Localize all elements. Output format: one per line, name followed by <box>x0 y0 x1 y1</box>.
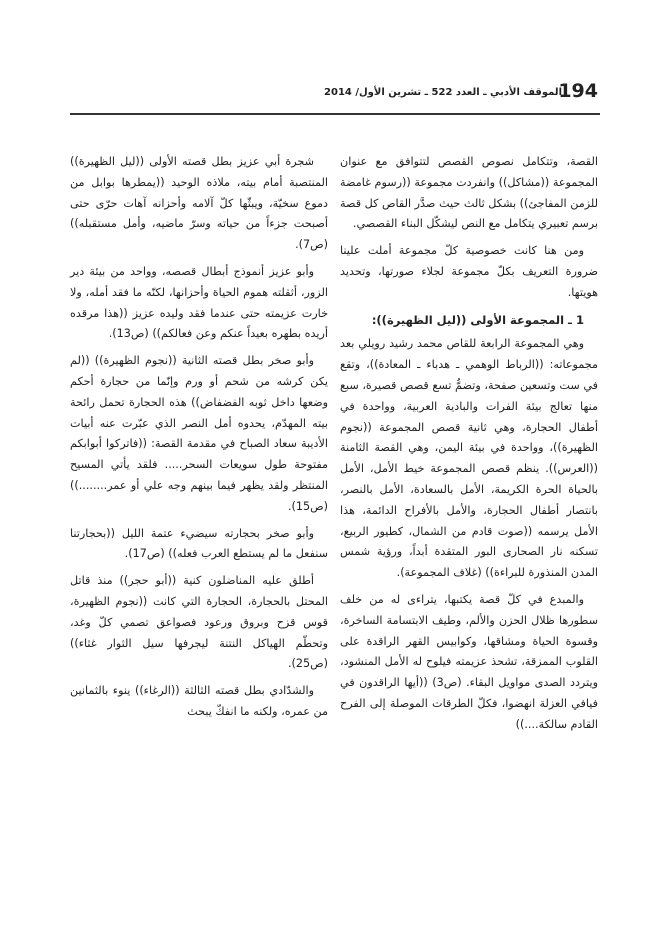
right-column <box>340 152 598 742</box>
paragraph: والمبدع في كلّ قصة يكتبها، يتراءى له من خلف سطورها ظلال الحزن والألم، وطيف الابتسامة الساخرة، وقسوة الحياة ومشاقها، وكوابيس القهر الراقدة على القلوب الممزقة، تشحذ عزيمته فيلوح له الأمل المنشود، ويتردد الصدى مواويل البقاء. (ص3) ((أيها الراقدون في فيافي العزلة انهضوا، فكلّ الطرقات الموصلة إلى الفرح القادم سالكة....)) <box>340 592 598 731</box>
paragraph: وأبو عزيز أنموذج أبطال قصصه، وواحد من بيئة دير الزور، أثقلته هموم الحياة وأحزانها، لكنّه ما فقد أمله، ولا خارت عزيمته حتى عندما فقد وليده عزيز ((هذا مرقده أريده بطهره بعيداً عنكم وعن فعالكم)) (ص13). <box>70 264 328 341</box>
paragraph: أطلق عليه المناضلون كنية ((أبو حجر)) منذ قاتل المحتل بالحجارة، الحجارة التي كانت ((نجوم الظهيرة، قوس قزح وبروق ورعود فصواعق تصمي كلّ وغد، وتحطّم الهياكل النتنة ليجرفها سيل الثوار غثاء)) (ص25). <box>70 574 328 671</box>
paragraph: القصة، وتتكامل نصوص القصص لتتوافق مع عنوان المجموعة ((مشاكل)) وانفردت مجموعة ((رسوم غامضة للزمن المفاجئ)) بشكل ثالث حيث صدَّر القاص كل قصة برسم تعبيري يتكامل مع النص ليشكّل البناء القصصي. <box>340 155 598 231</box>
paragraph: وهي المجموعة الرابعة للقاص محمد رشيد رويلي بعد مجموعاته: ((الرباط الوهمي ـ هدباء ـ المعادة))، وتقع في ست وتسعين صفحة، وتضمُّ تسع قصص قصيرة، سبع منها تعالج بيئة الفرات والبادية العربية، وواحدة في أطفال الحجارة، وهي ثانية قصص المجموعة ((نجوم الظهيرة))، وواحدة في بيئة اليمن، وهي القصة الثامنة ((العرس)). ينظم قصص المجموعة خيط الأمل، الأمل بالحياة الحرة الكريمة، الأمل بالسعادة، الأمل بالنصر، بانتصار أطفال الحجارة، والأمل بالأفراح الدائمة، هذا الأمل يرسمه ((صوت قادم من الشمال، كطيور الربيع، تسكنه نار الصحارى البور المتقدة أبداً، ورؤية شمس المدن المنذورة للبراءة)) (غلاف المجموعة). <box>340 337 598 580</box>
left-column <box>70 152 328 729</box>
section-heading: 1 ـ المجموعة الأولى ((ليل الظهيرة)): <box>371 312 584 327</box>
paragraph: والشدّادي بطل قصته الثالثة ((الرغاء)) ينوء بالثمانين من عمره، ولكنه ما انفكّ يبحث <box>70 684 328 718</box>
paragraph: شجرة أبي عزيز بطل قصته الأولى ((ليل الظهيرة)) المنتصبة أمام بيته، ملاذه الوحيد ((يمطرها بوابل من دموع سخيّة، ويبثّها كلّ آلامه وأحزانه آهات حرّى حتى أصبحت جزءاً من حياته وسرّ ماضيه، وأمل مستقبله)) (ص7). <box>70 155 328 252</box>
page-number: 194 <box>558 80 598 102</box>
running-header <box>324 80 598 108</box>
paragraph: وأبو صخر بطل قصته الثانية ((نجوم الظهيرة)) ((لم يكن كرشه من شحم أو ورم وإنّما من حجارة أحكم وضعها داخل ثوبه الفضفاض)) هذه الحجارة تحمل رائحة بيته المهدّم، يحدوه أمل النصر الذي عبّرت عنه أبيات الأديبة سعاد الصباح في مقدمة القصة: ((فاتركوا أبوابكم مفتوحة طول سويعات السحر..... فلقد يأتي المسيح المنتظر ولقد يظهر فيما بينهم وجه علي أو عمر........)) (ص15). <box>70 354 328 513</box>
header-rule <box>70 113 600 115</box>
running-title: الموقف الأدبي ـ العدد 522 ـ تشرين الأول/ 2014 <box>324 87 562 98</box>
paragraph: ومن هنا كانت خصوصية كلّ مجموعة أملت علينا ضرورة التعريف بكلّ مجموعة لجلاء صورتها، وتحديد هويتها. <box>340 244 598 299</box>
paragraph: وأبو صخر بحجارته سيضيء عتمة الليل ((بحجارتنا سنفعل ما لم يستطع العرب فعله)) (ص17). <box>70 526 328 561</box>
